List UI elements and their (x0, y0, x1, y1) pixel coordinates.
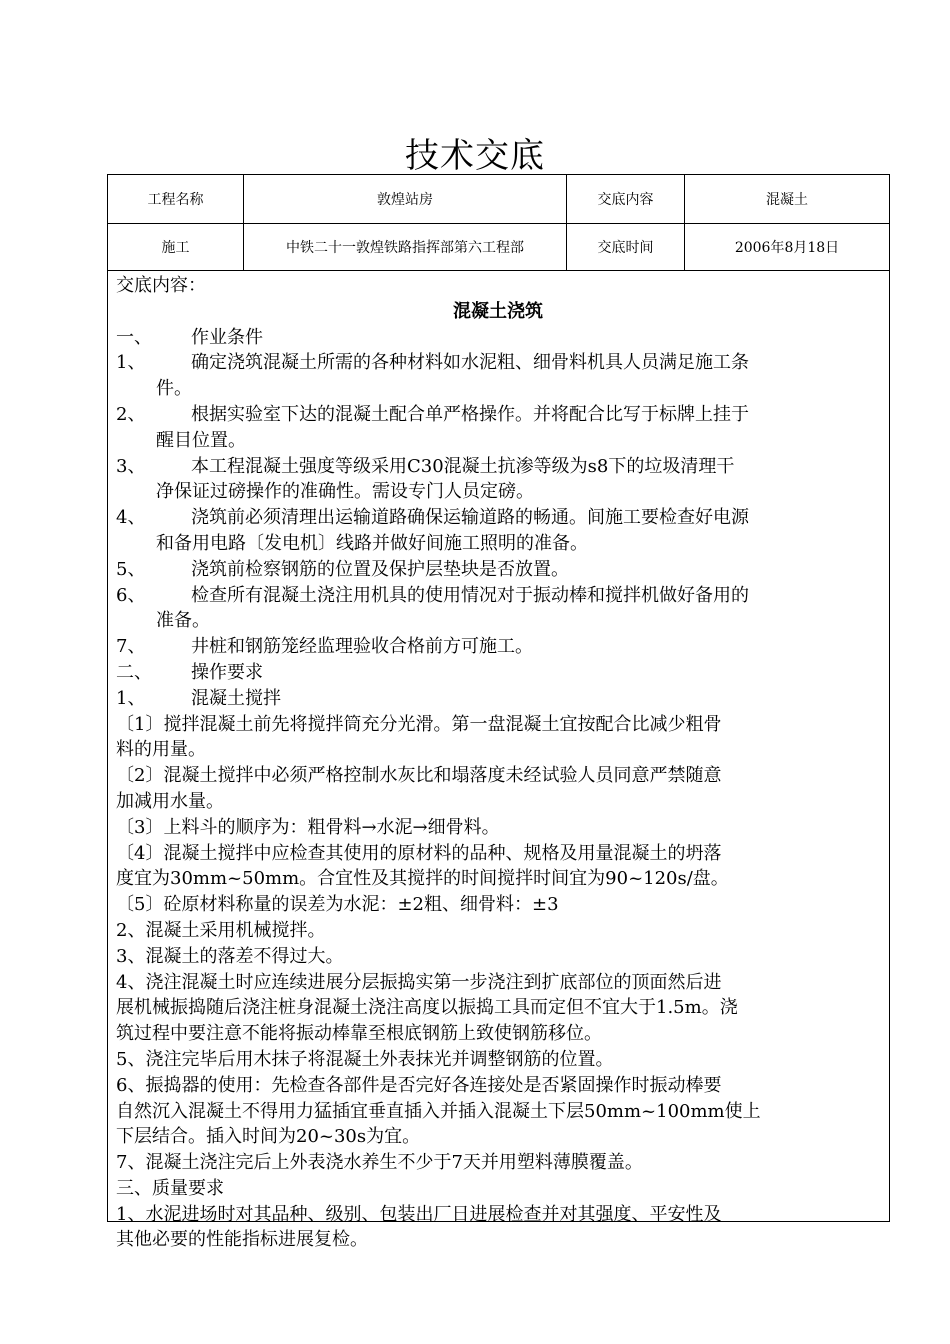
body-line: 三、质量要求 (116, 1177, 224, 1199)
document-title: 技术交底 (405, 136, 545, 176)
item-number: 1、 (116, 352, 146, 374)
body-line: 其他必要的性能指标进展复检。 (116, 1229, 368, 1251)
list-item (116, 402, 880, 428)
item-number: 4、 (116, 507, 146, 529)
item-text: 浇筑前检察钢筋的位置及保护层垫块是否放置。 (191, 558, 569, 580)
project-name-label: 工程名称 (108, 175, 244, 223)
subsection-heading (116, 686, 880, 712)
date-value: 2006年8月18日 (734, 239, 840, 256)
construction-label: 施工 (108, 223, 244, 270)
list-item (116, 634, 880, 660)
body-line: 加减用水量。 (116, 790, 224, 812)
body-line: 度宜为30mm~50mm。合宜性及其搅拌的时间搅拌时间宜为90~120s/盘。 (116, 868, 729, 890)
content-label: 交底内容 (567, 175, 685, 223)
header-row-2 (108, 223, 889, 271)
body-line: 5、浇注完毕后用木抹子将混凝土外表抹光并调整钢筋的位置。 (116, 1048, 614, 1070)
project-name-value: 敦煌站房 (244, 175, 567, 223)
item-text: 检查所有混凝土浇注用机具的使用情况对于振动棒和搅拌机做好备用的 (191, 584, 749, 606)
section-text: 操作要求 (191, 661, 263, 683)
item-continuation: 准备。 (156, 610, 210, 632)
date-label: 交底时间 (567, 223, 685, 270)
body-line: 〔2〕混凝土搅拌中必须严格控制水灰比和塌落度未经试验人员同意严禁随意 (116, 765, 722, 787)
item-text: 混凝土搅拌 (191, 687, 281, 709)
section-number: 一、 (116, 326, 152, 348)
item-continuation: 净保证过磅操作的准确性。需设专门人员定磅。 (156, 481, 534, 503)
list-item (116, 350, 880, 376)
item-continuation: 件。 (156, 378, 192, 400)
body-line: 1、水泥进场时对其品种、级别、包装出厂日进展检查并对其强度、平安性及 (116, 1203, 722, 1225)
list-item (116, 505, 880, 531)
content-value: 混凝土 (766, 192, 808, 208)
list-item (116, 454, 880, 480)
body-line: 6、振捣器的使用：先检查各部件是否完好各连接处是否紧固操作时振动棒要 (116, 1074, 722, 1096)
item-number: 6、 (116, 584, 146, 606)
item-number: 7、 (116, 636, 146, 658)
body-line: 3、混凝土的落差不得过大。 (116, 945, 344, 967)
body-line: 〔3〕上料斗的顺序为：粗骨料→水泥→细骨料。 (116, 816, 500, 838)
item-number: 5、 (116, 558, 146, 580)
section-heading (116, 660, 880, 686)
disclosure-body (116, 273, 880, 1253)
construction-unit: 中铁二十一敦煌铁路指挥部第六工程部 (244, 223, 567, 270)
item-number: 3、 (116, 455, 146, 477)
body-line: 〔1〕搅拌混凝土前先将搅拌筒充分光滑。第一盘混凝土宜按配合比减少粗骨 (116, 713, 722, 735)
item-text: 根据实验室下达的混凝土配合单严格操作。并将配合比写于标牌上挂于 (191, 403, 749, 425)
list-item (116, 557, 880, 583)
body-line: 〔4〕混凝土搅拌中应检查其使用的原材料的品种、规格及用量混凝土的坍落 (116, 842, 722, 864)
item-text: 确定浇筑混凝土所需的各种材料如水泥粗、细骨料机具人员满足施工条 (191, 352, 749, 374)
list-item (116, 583, 880, 609)
section-number: 二、 (116, 661, 152, 683)
disclosure-form (107, 174, 890, 1251)
item-text: 井桩和钢筋笼经监理验收合格前方可施工。 (191, 636, 533, 658)
item-text: 浇筑前必须清理出运输道路确保运输道路的畅通。间施工要检查好电源 (191, 507, 749, 529)
item-number: 1、 (116, 687, 146, 709)
body-line: 自然沉入混凝土不得用力猛插宜垂直插入并插入混凝土下层50mm~100mm使上 (116, 1100, 761, 1122)
section-text: 作业条件 (191, 326, 263, 348)
header-row-1 (108, 175, 889, 224)
item-continuation: 醒目位置。 (156, 429, 246, 451)
body-line: 下层结合。插入时间为20~30s为宜。 (116, 1126, 421, 1148)
item-number: 2、 (116, 403, 146, 425)
body-line: 筑过程中要注意不能将振动棒靠至根底钢筋上致使钢筋移位。 (116, 1023, 602, 1045)
body-line: 4、浇注混凝土时应连续进展分层振捣实第一步浇注到扩底部位的顶面然后进 (116, 971, 722, 993)
body-line: 7、混凝土浇注完后上外表浇水养生不少于7天并用塑料薄膜覆盖。 (116, 1152, 643, 1174)
body-line: 2、混凝土采用机械搅拌。 (116, 919, 326, 941)
content-heading: 交底内容： (116, 275, 206, 296)
section-heading (116, 325, 880, 351)
item-continuation: 和备用电路〔发电机〕线路并做好间施工照明的准备。 (156, 532, 588, 554)
item-text: 本工程混凝土强度等级采用C30混凝土抗渗等级为s8下的垃圾清理干 (191, 455, 735, 477)
body-line: 料的用量。 (116, 739, 206, 761)
section-subtitle: 混凝土浇筑 (453, 300, 543, 322)
body-line: 展机械振捣随后浇注桩身混凝土浇注高度以振捣工具而定但不宜大于1.5m。浇 (116, 997, 738, 1019)
body-line: 〔5〕砼原材料称量的误差为水泥：±2粗、细骨料：±3 (116, 894, 559, 916)
